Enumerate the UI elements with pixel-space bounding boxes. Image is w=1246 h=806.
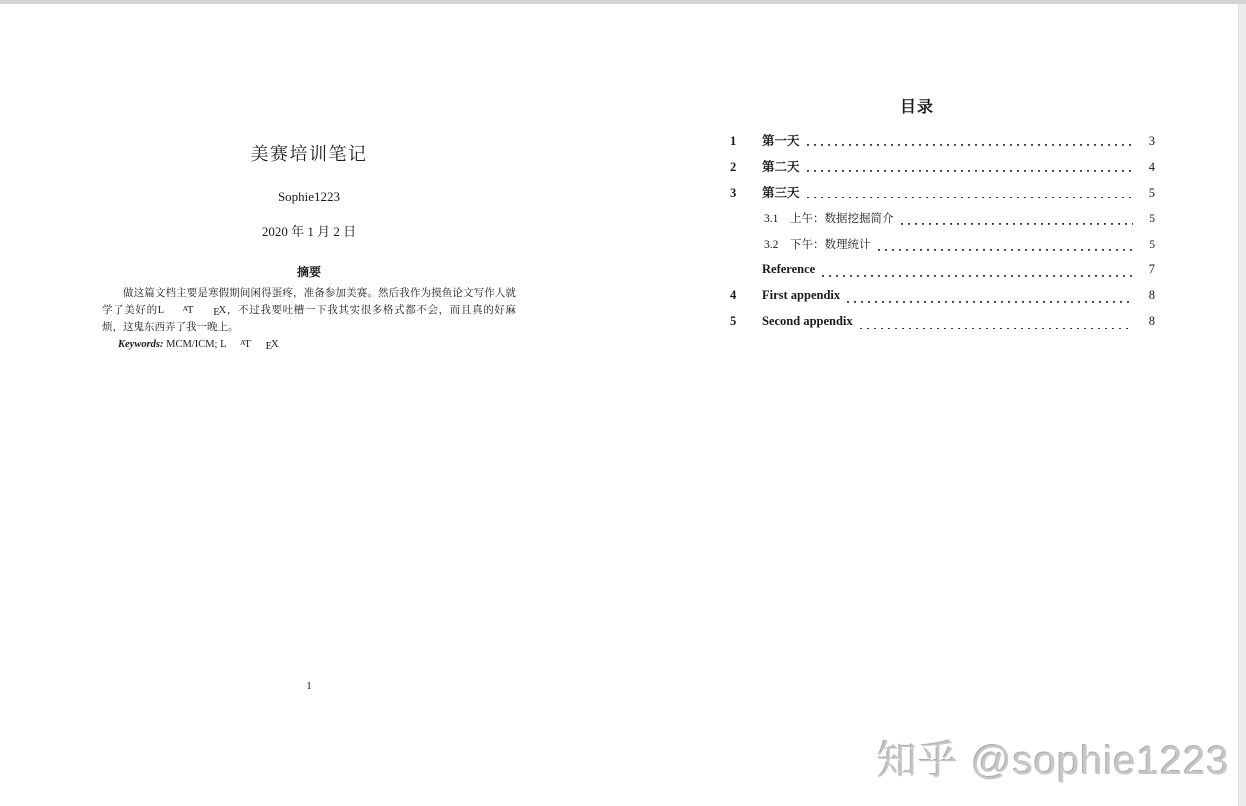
toc-entry-label: 第一天 <box>762 134 800 148</box>
toc-entry[interactable] <box>730 157 1155 183</box>
toc-entry[interactable] <box>730 236 1155 262</box>
keywords-value: MCM/ICM; <box>166 338 218 350</box>
document-author: Sophie1223 <box>277 189 341 204</box>
keywords-line <box>102 336 516 355</box>
toc-title: 目录 <box>899 99 934 116</box>
document-date: 2020 年 1 月 2 日 <box>261 224 357 239</box>
toc-entry-page: 5 <box>1149 238 1155 251</box>
toc-entry-page: 7 <box>1148 261 1155 276</box>
document-title: 美赛培训笔记 <box>250 144 368 164</box>
toc-entry-page: 5 <box>1149 212 1155 225</box>
toc-entry[interactable] <box>730 183 1155 209</box>
toc-entry-page: 3 <box>1148 134 1155 148</box>
toc-leader-dots <box>847 301 1133 303</box>
toc-leader-dots <box>807 170 1133 172</box>
document-page-right <box>730 0 1155 760</box>
toc-entry-number: 2 <box>730 160 737 175</box>
toc-entry-page: 5 <box>1148 186 1155 201</box>
toc-entry-label: 第三天 <box>762 186 800 201</box>
document-page-left <box>102 0 516 760</box>
toc-entry-label: Second appendix <box>762 314 853 329</box>
abstract-body <box>102 287 516 355</box>
toc-entry-number: 4 <box>730 288 737 303</box>
toc-entry-label: First appendix <box>762 288 841 303</box>
toc-leader-dots <box>807 196 1133 198</box>
keywords-label: Keywords: <box>118 338 164 350</box>
toc-entry-page: 8 <box>1148 314 1155 329</box>
toc-entry-number: 3 <box>730 186 737 201</box>
toc-leader-dots <box>822 275 1133 277</box>
toc-entry-label: 下午：数理统计 <box>790 238 871 251</box>
toc-entry-number: 3.2 <box>764 238 779 251</box>
abstract-text <box>102 287 516 336</box>
toc-entry-number: 1 <box>730 134 737 148</box>
scrollbar-track[interactable] <box>1238 4 1246 806</box>
toc-entry[interactable] <box>730 210 1155 236</box>
toc-entry-label: 上午：数据挖掘简介 <box>790 212 894 225</box>
latex-logo: L AT EX <box>157 303 227 319</box>
abstract-text-start: 做这篇文档主要是寒假期间闲得蛋疼，准备参加美赛。然后我作为摸鱼论文写作人就学了美好的 <box>102 288 516 316</box>
page-number: 1 <box>306 680 312 692</box>
toc-entry[interactable] <box>730 314 1155 340</box>
toc-leader-dots <box>878 249 1134 251</box>
latex-logo: L AT EX <box>220 337 279 353</box>
toc-entry[interactable] <box>730 262 1155 288</box>
abstract-text-end: ，不过我要吐槽一下我其实很多格式都不会，而且真的好麻烦，这鬼东西弄了我一晚上。 <box>102 304 517 333</box>
toc-leader-dots <box>901 223 1134 225</box>
zhihu-watermark: 知乎 @sophie1223 <box>877 739 1230 783</box>
toc-entry[interactable] <box>730 288 1155 314</box>
toc-entry-page: 4 <box>1148 160 1155 175</box>
toc-entry-number: 3.1 <box>764 212 779 225</box>
toc-entry-number: 5 <box>730 314 737 329</box>
toc-entry[interactable] <box>730 131 1155 157</box>
toc-entry-label: Reference <box>762 261 816 276</box>
toc-entry-label: 第二天 <box>762 160 800 175</box>
toc-leader-dots <box>860 327 1133 329</box>
toc-entry-page: 8 <box>1148 288 1155 303</box>
abstract-heading: 摘要 <box>296 265 321 279</box>
toc-list <box>730 131 1155 341</box>
toc-leader-dots <box>807 144 1133 146</box>
